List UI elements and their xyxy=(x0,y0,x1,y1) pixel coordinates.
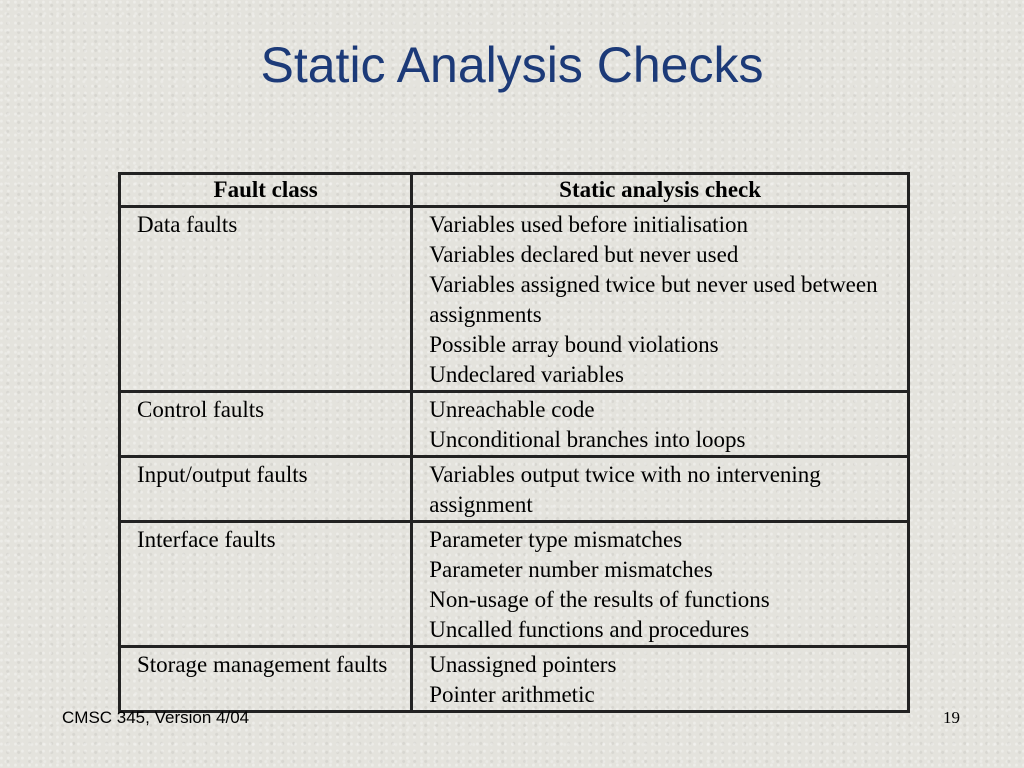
check-item: Pointer arithmetic xyxy=(429,682,595,707)
check-item: Non-usage of the results of functions xyxy=(429,587,770,612)
fault-class-cell: Control faults xyxy=(120,392,412,457)
static-analysis-table xyxy=(118,172,910,713)
check-item: Uncalled functions and procedures xyxy=(429,617,750,642)
check-item: Undeclared variables xyxy=(429,362,625,387)
check-cell xyxy=(412,392,909,457)
check-item: Unreachable code xyxy=(429,397,595,422)
fault-class-cell: Data faults xyxy=(120,207,412,392)
table-row xyxy=(120,522,909,647)
table-row xyxy=(120,207,909,392)
check-cell xyxy=(412,457,909,522)
table-row xyxy=(120,457,909,522)
footer-course-version: CMSC 345, Version 4/04 xyxy=(62,708,250,727)
table-row xyxy=(120,392,909,457)
fault-class-cell: Input/output faults xyxy=(120,457,412,522)
check-item: Unconditional branches into loops xyxy=(429,427,746,452)
check-cell xyxy=(412,207,909,392)
check-item: Unassigned pointers xyxy=(429,652,617,677)
check-item: Variables assigned twice but never used between assignments xyxy=(429,272,878,327)
slide-title: Static Analysis Checks xyxy=(260,37,764,93)
check-item: Parameter number mismatches xyxy=(429,557,713,582)
slide-page-number: 19 xyxy=(943,708,960,727)
check-item: Variables used before initialisation xyxy=(429,212,748,237)
header-static-analysis-check: Static analysis check xyxy=(412,174,909,207)
fault-class-cell: Interface faults xyxy=(120,522,412,647)
check-item: Variables declared but never used xyxy=(429,242,739,267)
table-header-row xyxy=(120,174,909,207)
check-cell xyxy=(412,522,909,647)
check-cell xyxy=(412,647,909,712)
header-fault-class: Fault class xyxy=(120,174,412,207)
table-row xyxy=(120,647,909,712)
check-item: Possible array bound violations xyxy=(429,332,719,357)
fault-class-cell: Storage management faults xyxy=(120,647,412,712)
check-item: Parameter type mismatches xyxy=(429,527,683,552)
check-item: Variables output twice with no intervening assignment xyxy=(429,462,821,517)
